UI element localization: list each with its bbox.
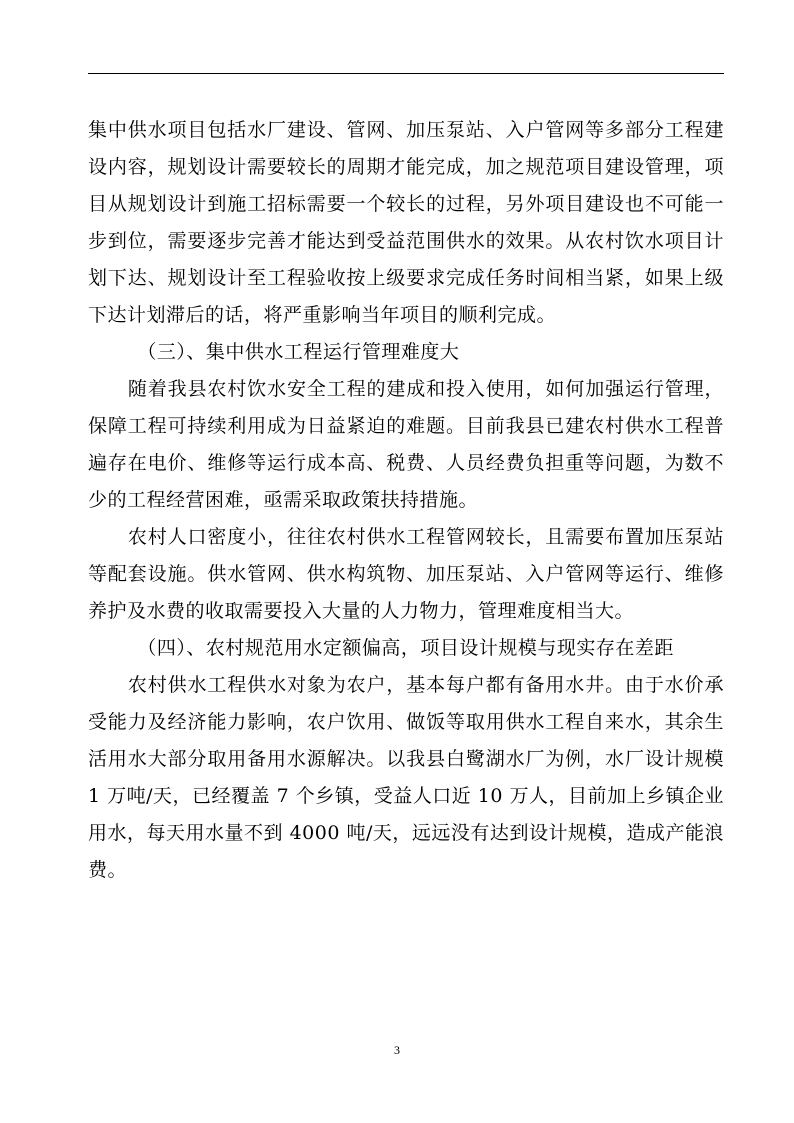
- header-rule: [88, 73, 724, 74]
- page-number: 3: [394, 1043, 400, 1057]
- document-body: [88, 112, 724, 889]
- paragraph: 农村人口密度小，往往农村供水工程管网较长，且需要布置加压泵站等配套设施。供水管网、供水构筑物、加压泵站、入户管网等运行、维修养护及水费的收取需要投入大量的人力物力，管理难度相当大。: [88, 526, 724, 622]
- paragraph: 农村供水工程供水对象为农户，基本每户都有备用水井。由于水价承受能力及经济能力影响，农户饮用、做饭等取用供水工程自来水，其余生活用水大部分取用备用水源解决。以我县白鹭湖水厂为例，水厂设计规模 1 万吨/天，已经覆盖 7 个乡镇，受益人口近 10 万人，目前加上乡镇企业用水，每天用水量不到 4000 吨/天，远远没有达到设计规模，造成产能浪费。: [88, 674, 724, 881]
- paragraph-continuation: 集中供水项目包括水厂建设、管网、加压泵站、入户管网等多部分工程建设内容，规划设计需要较长的周期才能完成，加之规范项目建设管理，项目从规划设计到施工招标需要一个较长的过程，另外项目建设也不可能一步到位，需要逐步完善才能达到受益范围供水的效果。从农村饮水项目计划下达、规划设计至工程验收按上级要求完成任务时间相当紧，如果上级下达计划滞后的话，将严重影响当年项目的顺利完成。: [88, 119, 724, 326]
- section-heading-4: （四）、农村规范用水定额偏高，项目设计规模与现实存在差距: [137, 637, 674, 659]
- paragraph: 随着我县农村饮水安全工程的建成和投入使用，如何加强运行管理，保障工程可持续利用成为日益紧迫的难题。目前我县已建农村供水工程普遍存在电价、维修等运行成本高、税费、人员经费负担重等问题，为数不少的工程经营困难，亟需采取政策扶持措施。: [88, 378, 724, 511]
- section-heading-3: （三）、集中供水工程运行管理难度大: [137, 341, 460, 363]
